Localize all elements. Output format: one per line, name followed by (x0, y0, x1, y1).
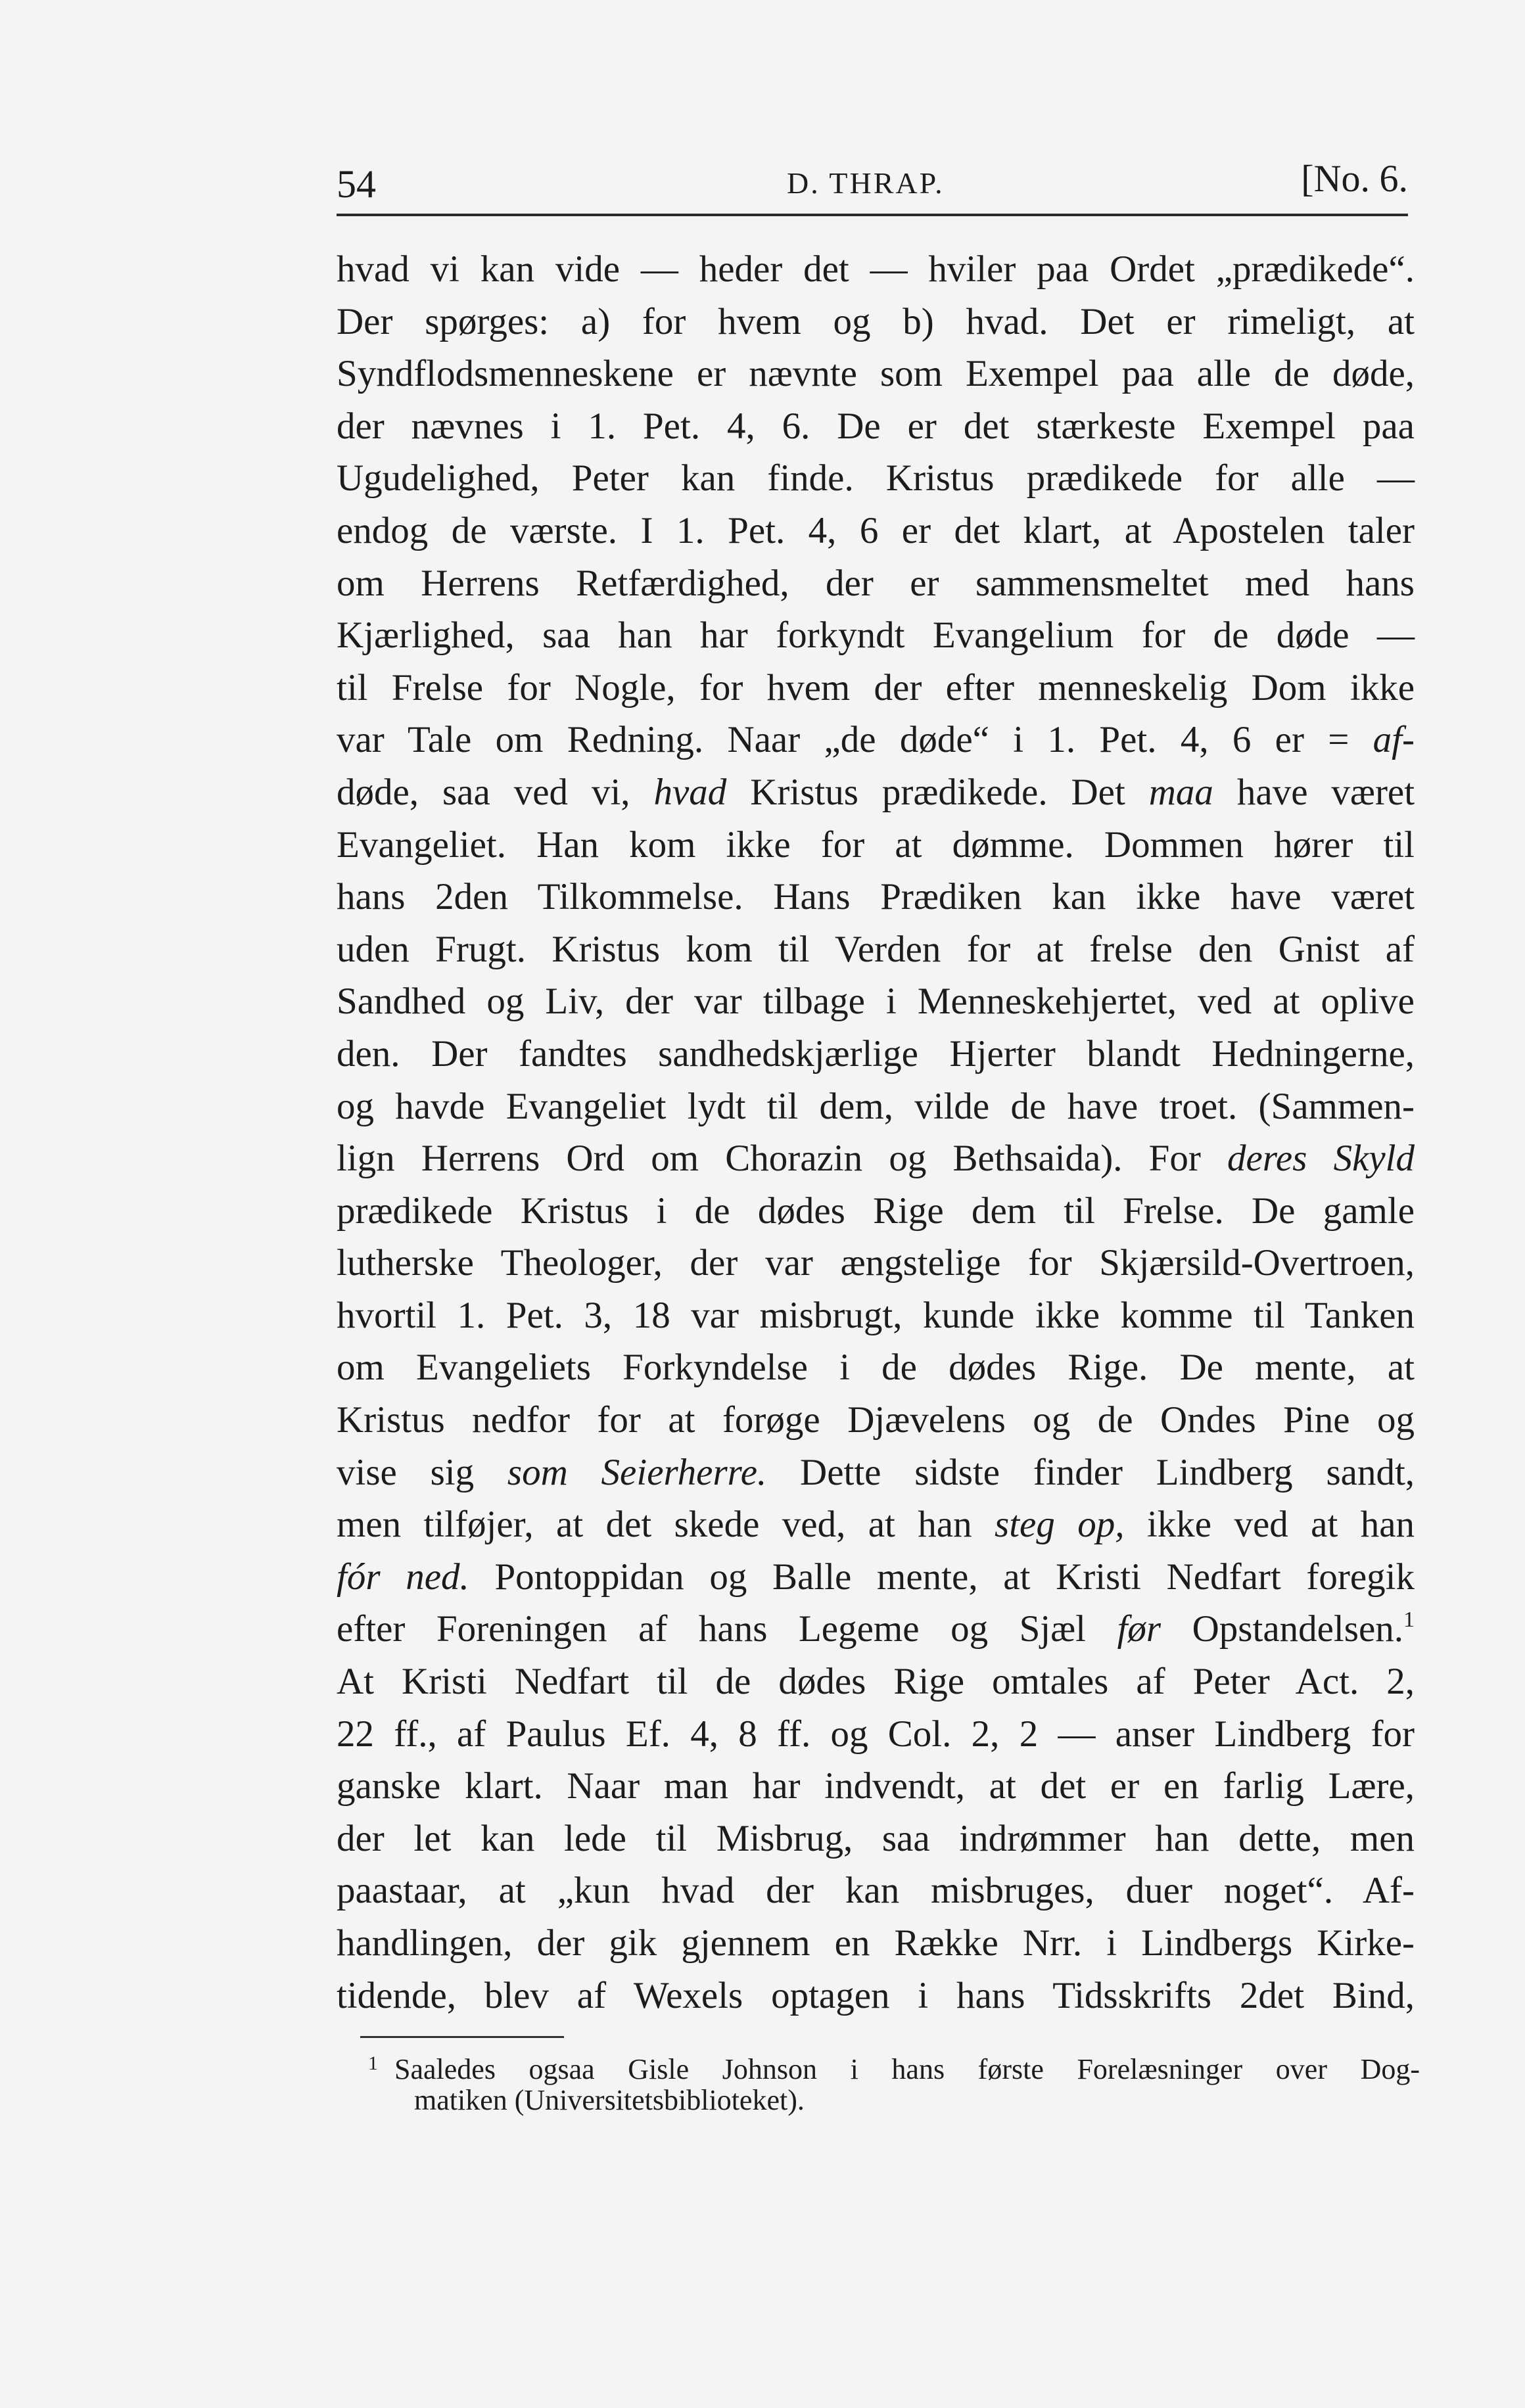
text-line: Kristus nedfor for at forøge Djævelens og de Ondes Pine og (337, 1399, 1415, 1441)
text-line (337, 1603, 1415, 1656)
italic-run: deres Skyld (1227, 1138, 1415, 1180)
page-header (337, 156, 1408, 209)
footnote-line: matiken (Universitetsbiblioteket). (414, 2084, 805, 2116)
text-run: ikke ved at han (1146, 1504, 1415, 1546)
header-rule (337, 214, 1408, 216)
text-line: handlingen, der gik gjennem en Række Nrr. i Lindbergs Kirke- (337, 1922, 1415, 1964)
text-run: efter Foreningen af hans Legeme og Sjæl (337, 1608, 1087, 1650)
text-line: Evangeliet. Han kom ikke for at dømme. Dommen hører til (337, 823, 1415, 866)
text-line: Kjærlighed, saa han har forkyndt Evangelium for de døde — (337, 614, 1415, 657)
text-line: Sandhed og Liv, der var tilbage i Menneskehjertet, ved at oplive (337, 981, 1415, 1023)
italic-run: som Seierherre. (507, 1451, 767, 1493)
text-line (337, 714, 1415, 766)
text-run: vise sig (337, 1451, 475, 1493)
text-line: prædikede Kristus i de dødes Rige dem til Frelse. De gamle (337, 1190, 1415, 1232)
page-number: 54 (337, 162, 376, 206)
text-line (337, 1551, 1415, 1604)
text-run: men tilføjer, at det skede ved, at han (337, 1504, 972, 1546)
text-line: uden Frugt. Kristus kom til Verden for at frelse den Gnist af (337, 928, 1415, 970)
text-line: der let kan lede til Misbrug, saa indrømmer han dette, men (337, 1817, 1415, 1859)
text-line (337, 1132, 1415, 1185)
text-run: have været (1236, 771, 1415, 813)
text-run: Dette sidste finder Lindberg sandt, (800, 1451, 1415, 1493)
text-run: døde, saa ved vi, (337, 771, 630, 813)
text-line: Der spørges: a) for hvem og b) hvad. Det er rimeligt, at (337, 300, 1415, 342)
italic-run: maa (1148, 771, 1213, 813)
text-run: Pontoppidan og Balle mente, at Kristi Nedfart foregik (494, 1556, 1415, 1598)
italic-run: hvad (653, 771, 727, 813)
text-line: om Evangeliets Forkyndelse i de dødes Rige. De mente, at (337, 1347, 1415, 1389)
text-line: endog de værste. I 1. Pet. 4, 6 er det klart, at Apostelen taler (337, 509, 1415, 551)
text-line: hvortil 1. Pet. 3, 18 var misbrugt, kunde ikke komme til Tanken (337, 1294, 1415, 1336)
text-line: der nævnes i 1. Pet. 4, 6. De er det stærkeste Exempel paa (337, 405, 1415, 447)
text-line: Ugudelighed, Peter kan finde. Kristus prædikede for alle — (337, 457, 1415, 499)
text-line: Syndflodsmenneskene er nævnte som Exempel paa alle de døde, (337, 353, 1415, 395)
issue-number: [No. 6. (1301, 157, 1408, 200)
text-run: Kristus prædikede. Det (750, 771, 1125, 813)
text-line: ganske klart. Naar man har indvendt, at det er en farlig Lære, (337, 1765, 1415, 1807)
text-line: tidende, blev af Wexels optagen i hans Tidsskrifts 2det Bind, (337, 1974, 1415, 2016)
text-line (337, 766, 1415, 819)
footnote-reference[interactable]: 1 (1403, 1608, 1415, 1632)
text-line: den. Der fandtes sandhedskjærlige Hjerter blandt Hedningerne, (337, 1032, 1415, 1075)
text-line: og havde Evangeliet lydt til dem, vilde de have troet. (Sammen- (337, 1085, 1415, 1127)
text-line: At Kristi Nedfart til de dødes Rige omtales af Peter Act. 2, (337, 1661, 1415, 1703)
text-line (337, 1447, 1415, 1499)
footnote-text: Saaledes ogsaa Gisle Johnson i hans første Forelæsninger over Dog- (394, 2053, 1420, 2085)
text-line: 22 ff., af Paulus Ef. 4, 8 ff. og Col. 2, 2 — anser Lindberg for (337, 1713, 1415, 1755)
text-line: til Frelse for Nogle, for hvem der efter menneskelig Dom ikke (337, 666, 1415, 708)
text-run: var Tale om Redning. Naar „de døde“ i 1. Pet. 4, 6 er = (337, 719, 1349, 761)
text-line: hvad vi kan vide — heder det — hviler paa Ordet „prædikede“. (337, 248, 1415, 290)
footnote-mark: 1 (368, 2052, 378, 2074)
text-run: lign Herrens Ord om Chorazin og Bethsaida). For (337, 1138, 1201, 1180)
text-run: Opstandelsen. (1192, 1608, 1403, 1650)
running-head: D. THRAP. (787, 166, 945, 200)
text-line: hans 2den Tilkommelse. Hans Prædiken kan ikke have været (337, 876, 1415, 918)
text-line: paastaar, at „kun hvad der kan misbruges, duer noget“. Af- (337, 1870, 1415, 1912)
italic-run: af- (1372, 719, 1415, 761)
italic-run: før (1117, 1608, 1161, 1650)
italic-run: steg op, (995, 1504, 1125, 1546)
footnote-rule (360, 2036, 564, 2038)
text-line: lutherske Theologer, der var ængstelige for Skjærsild-Overtroen, (337, 1242, 1415, 1284)
text-line (337, 1498, 1415, 1551)
footnotes (368, 2045, 1420, 2119)
footnote-line (368, 2045, 1420, 2085)
italic-run: fór ned. (337, 1556, 469, 1598)
text-line: om Herrens Retfærdighed, der er sammensmeltet med hans (337, 562, 1415, 604)
body-text (337, 243, 1415, 2022)
